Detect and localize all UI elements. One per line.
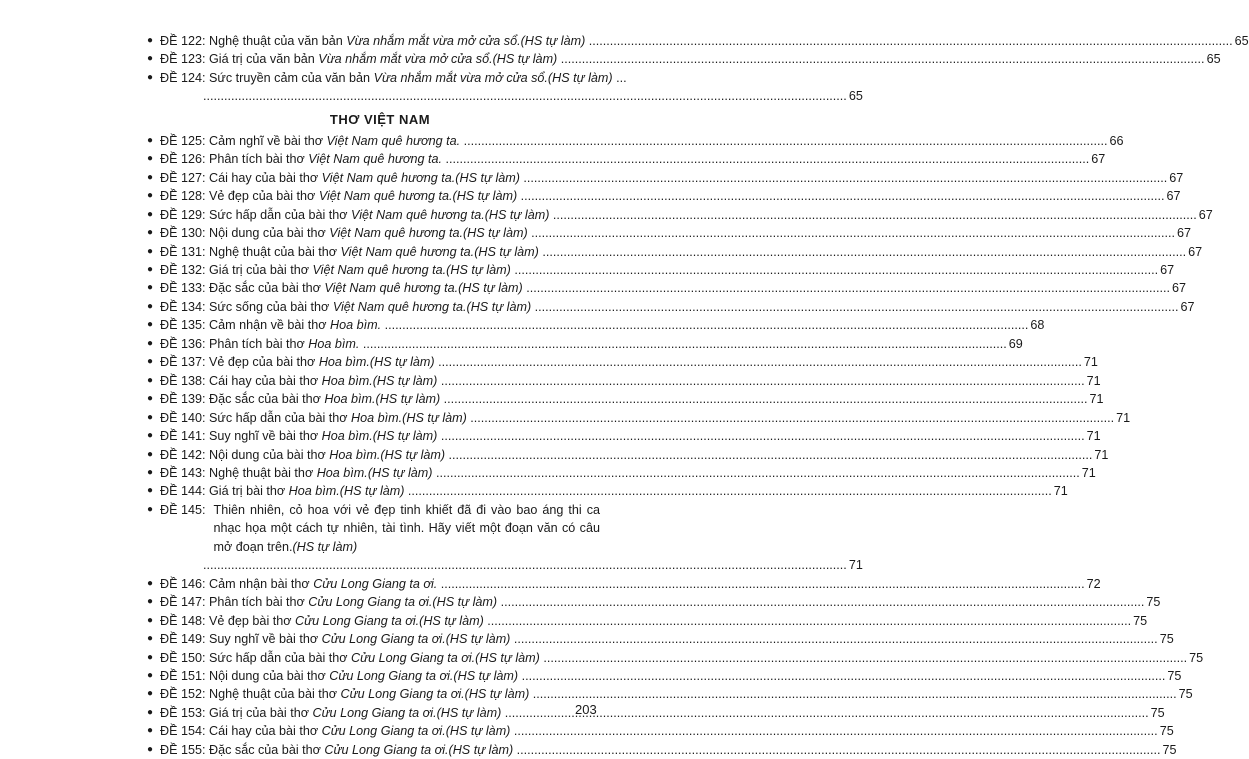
entry-number: ĐỀ 143: (160, 465, 206, 480)
bullet-icon: ● (147, 190, 154, 202)
entry-number: ĐỀ 137: (160, 355, 206, 370)
entry-number: ĐỀ 125: (160, 133, 206, 148)
bullet-icon: ● (147, 245, 154, 257)
toc-entry (145, 353, 1098, 371)
entry-number: ĐỀ 146: (160, 576, 206, 591)
entry-page-number: 71 (1083, 355, 1098, 370)
entry-number: ĐỀ 128: (160, 189, 206, 204)
entry-page-number: 67 (1160, 262, 1175, 277)
toc-entry (145, 667, 1182, 685)
entry-number: ĐỀ 149: (160, 632, 206, 647)
entry-page-number: 75 (1159, 724, 1174, 739)
entry-number: ĐỀ 151: (160, 668, 206, 683)
toc-entry (145, 649, 1204, 667)
entry-number: ĐỀ 131: (160, 244, 206, 259)
toc-entry (145, 132, 1124, 150)
toc-entry (145, 372, 1101, 390)
toc-entry (145, 427, 1101, 445)
toc-top-list (145, 32, 1249, 69)
entry-title: Phân tích bài thơ Cửu Long Giang ta ơi.(HS tự làm) ..... (206, 593, 1145, 611)
entry-page-number: 75 (1150, 705, 1165, 720)
toc-bottom-list (145, 575, 1204, 759)
entry-title: Cái hay của bài thơ Cửu Long Giang ta ơi.(HS tự làm) ..... (206, 722, 1158, 740)
entry-number: ĐỀ 152: (160, 687, 206, 702)
entry-title: Đặc sắc của bài thơ Việt Nam quê hương ta.(HS tự làm) ..... (206, 279, 1171, 297)
entry-page-number: 67 (1176, 226, 1191, 241)
bullet-icon: ● (147, 153, 154, 165)
entry-title: Phân tích bài thơ Việt Nam quê hương ta. ..... (206, 150, 1090, 168)
toc-entry (145, 150, 1106, 168)
entry-number: ĐỀ 139: (160, 392, 206, 407)
toc-entry (145, 169, 1184, 187)
bullet-icon: ● (147, 356, 154, 368)
bullet-icon: ● (147, 503, 154, 515)
entry-page-number: 75 (1146, 595, 1161, 610)
entry-title: Giá trị bài thơ Hoa bìm.(HS tự làm) ..... (206, 482, 1052, 500)
table-of-contents (145, 32, 1249, 759)
entry-title: Phân tích bài thơ Hoa bìm. ..... (206, 335, 1007, 353)
entry-title: Sức hấp dẫn của bài thơ Việt Nam quê hương ta.(HS tự làm) ..... (206, 206, 1197, 224)
entry-page-number: 71 (1089, 392, 1104, 407)
entry-number: ĐỀ 142: (160, 447, 206, 462)
entry-title: Đặc sắc của bài thơ Hoa bìm.(HS tự làm) ..... (206, 390, 1088, 408)
entry-title: Nghệ thuật của bài thơ Cửu Long Giang ta ơi.(HS tự làm) ..... (206, 685, 1177, 703)
bullet-icon: ● (147, 393, 154, 405)
toc-entry (145, 243, 1203, 261)
entry-number: ĐỀ 145: (160, 502, 206, 517)
entry-page-number: 65 (1234, 34, 1249, 48)
toc-entry (145, 50, 1221, 68)
entry-number: ĐỀ 130: (160, 226, 206, 241)
entry-number: ĐỀ 124: (160, 70, 206, 85)
entry-title: Cảm nghĩ về bài thơ Việt Nam quê hương ta. ..... (206, 132, 1108, 150)
entry-page-number: 75 (1167, 668, 1182, 683)
toc-main-list (145, 132, 1213, 501)
entry-title: Vẻ đẹp bài thơ Cửu Long Giang ta ơi.(HS tự làm) ..... (206, 612, 1132, 630)
entry-title: Giá trị của bài thơ Việt Nam quê hương ta.(HS tự làm) ..... (206, 261, 1159, 279)
entry-title: Nội dung của bài thơ Hoa bìm.(HS tự làm) ..... (206, 446, 1093, 464)
entry-page-number: 67 (1172, 281, 1187, 296)
entry-number: ĐỀ 148: (160, 613, 206, 628)
toc-entry (145, 575, 1101, 593)
entry-page-number: 67 (1166, 189, 1181, 204)
bullet-icon: ● (147, 337, 154, 349)
entry-page-number: 71 (1086, 373, 1101, 388)
entry-page-number: 75 (1133, 613, 1148, 628)
bullet-icon: ● (147, 448, 154, 460)
section-title: THƠ VIỆT NAM (329, 111, 431, 127)
entry-page-number: 71 (1116, 410, 1131, 425)
bullet-icon: ● (147, 411, 154, 423)
entry-page-number: 71 (1053, 484, 1068, 499)
entry-line-2: nhạc họa một cách tự nhiên, tài tình. Hãy viết một đoạn văn có câu (213, 521, 600, 536)
entry-number: ĐỀ 136: (160, 336, 206, 351)
bullet-icon: ● (147, 374, 154, 386)
entry-page-number: 67 (1169, 170, 1184, 185)
bullet-icon: ● (147, 53, 154, 65)
entry-page-number: 67 (1180, 299, 1195, 314)
entry-number: ĐỀ 138: (160, 373, 206, 388)
bullet-icon: ● (147, 614, 154, 626)
bullet-icon: ● (147, 725, 154, 737)
toc-entry-145-continuation (145, 556, 863, 574)
entry-number: ĐỀ 123: (160, 52, 206, 67)
entry-title: Cảm nhận bài thơ Cửu Long Giang ta ơi. ..... (206, 575, 1085, 593)
entry-title: Nghệ thuật bài thơ Hoa bìm.(HS tự làm) ..... (206, 464, 1080, 482)
entry-number: ĐỀ 150: (160, 650, 206, 665)
toc-entry (145, 316, 1045, 334)
entry-number: ĐỀ 132: (160, 262, 206, 277)
entry-line-1: Thiên nhiên, cỏ hoa với vẻ đẹp tinh khiết đã đi vào bao áng thi ca (213, 502, 600, 517)
entry-title: Nghệ thuật của văn bản Vừa nhắm mắt vừa mở cửa sổ.(HS tự làm) ..... (206, 32, 1233, 50)
bullet-icon: ● (147, 633, 154, 645)
toc-entry (145, 187, 1181, 205)
page-number: 203 (575, 702, 597, 717)
entry-title: Vẻ đẹp của bài thơ Việt Nam quê hương ta.(HS tự làm) ..... (206, 187, 1165, 205)
entry-title: Giá trị của văn bản Vừa nhắm mắt vừa mở cửa sổ.(HS tự làm) ..... (206, 50, 1205, 68)
entry-title: Suy nghĩ về bài thơ Hoa bìm.(HS tự làm) ..... (206, 427, 1085, 445)
toc-entry (145, 298, 1195, 316)
bullet-icon: ● (147, 706, 154, 718)
toc-entry (145, 446, 1109, 464)
bullet-icon: ● (147, 430, 154, 442)
entry-number: ĐỀ 134: (160, 299, 206, 314)
bullet-icon: ● (147, 577, 154, 589)
entry-number: ĐỀ 133: (160, 281, 206, 296)
entry-number: ĐỀ 129: (160, 207, 206, 222)
entry-page-number: 71 (1081, 465, 1096, 480)
entry-page-number: 71 (848, 558, 863, 573)
entry-number: ĐỀ 140: (160, 410, 206, 425)
entry-number: ĐỀ 144: (160, 484, 206, 499)
dot-leader (203, 87, 847, 105)
bullet-icon: ● (147, 71, 154, 83)
toc-entry (145, 464, 1096, 482)
entry-title: Cảm nhận về bài thơ Hoa bìm. ..... (206, 316, 1029, 334)
entry-body (206, 501, 600, 556)
toc-entry-145 (145, 501, 600, 556)
entry-number: ĐỀ 141: (160, 429, 206, 444)
entry-title: Sức hấp dẫn của bài thơ Hoa bìm.(HS tự làm) ..... (206, 409, 1115, 427)
bullet-icon: ● (147, 651, 154, 663)
toc-entry (145, 741, 1177, 759)
entry-title: Nghệ thuật của bài thơ Việt Nam quê hương ta.(HS tự làm) ..... (206, 243, 1187, 261)
entry-title: Đặc sắc của bài thơ Cửu Long Giang ta ơi.(HS tự làm) ..... (206, 741, 1161, 759)
entry-title: Suy nghĩ về bài thơ Cửu Long Giang ta ơi.(HS tự làm) ..... (206, 630, 1158, 648)
entry-page-number: 67 (1188, 244, 1203, 259)
bullet-icon: ● (147, 35, 154, 46)
bullet-icon: ● (147, 743, 154, 755)
toc-entry (145, 704, 1165, 722)
bullet-icon: ● (147, 596, 154, 608)
entry-page-number: 71 (1086, 429, 1101, 444)
toc-entry (145, 261, 1175, 279)
entry-title: Sức truyền cảm của văn bản Vừa nhắm mắt vừa mở cửa sổ.(HS tự làm) ... (209, 70, 627, 85)
entry-page-number: 71 (1094, 447, 1109, 462)
toc-entry (145, 409, 1131, 427)
entry-page-number: 69 (1008, 336, 1023, 351)
entry-page-number: 65 (848, 89, 863, 104)
entry-page-number: 67 (1198, 207, 1213, 222)
bullet-icon: ● (147, 669, 154, 681)
entry-title: Cái hay của bài thơ Việt Nam quê hương ta.(HS tự làm) ..... (206, 169, 1168, 187)
entry-title: Sức sống của bài thơ Việt Nam quê hương ta.(HS tự làm) ..... (206, 298, 1179, 316)
bullet-icon: ● (147, 134, 154, 146)
entry-page-number: 72 (1086, 576, 1101, 591)
toc-entry (145, 224, 1191, 242)
entry-title: Vẻ đẹp của bài thơ Hoa bìm.(HS tự làm) ..... (206, 353, 1082, 371)
bullet-icon: ● (147, 300, 154, 312)
bullet-icon: ● (147, 171, 154, 183)
toc-entry (145, 32, 1249, 50)
entry-title: Giá trị của bài thơ Cửu Long Giang ta ơi.(HS tự làm) ..... (206, 704, 1149, 722)
entry-page-number: 75 (1159, 632, 1174, 647)
entry-page-number: 65 (1206, 52, 1221, 67)
entry-title: Cái hay của bài thơ Hoa bìm.(HS tự làm) ..... (206, 372, 1085, 390)
bullet-icon: ● (147, 688, 154, 700)
toc-entry (145, 722, 1174, 740)
toc-entry (145, 685, 1193, 703)
entry-page-number: 68 (1030, 318, 1045, 333)
entry-page-number: 66 (1109, 133, 1124, 148)
entry-number: ĐỀ 122: (160, 34, 206, 48)
toc-entry (145, 482, 1068, 500)
toc-entry (145, 390, 1104, 408)
entry-title: Nội dung của bài thơ Việt Nam quê hương ta.(HS tự làm) ..... (206, 224, 1175, 242)
toc-entry-124-continuation (145, 87, 863, 105)
toc-entry (145, 206, 1213, 224)
entry-line-3: mở đoạn trên. (HS tự làm) (213, 539, 358, 554)
bullet-icon: ● (147, 319, 154, 331)
entry-number: ĐỀ 135: (160, 318, 206, 333)
toc-entry-124 (145, 69, 627, 87)
bullet-icon: ● (147, 208, 154, 220)
toc-entry (145, 335, 1023, 353)
entry-page-number: 75 (1178, 687, 1193, 702)
entry-number: ĐỀ 153: (160, 705, 206, 720)
bullet-icon: ● (147, 263, 154, 275)
toc-entry (145, 630, 1174, 648)
entry-page-number: 67 (1091, 152, 1106, 167)
toc-entry (145, 593, 1161, 611)
dot-leader (203, 556, 847, 574)
toc-entry (145, 279, 1187, 297)
entry-page-number: 75 (1189, 650, 1204, 665)
entry-number: ĐỀ 147: (160, 595, 206, 610)
entry-number: ĐỀ 126: (160, 152, 206, 167)
bullet-icon: ● (147, 466, 154, 478)
bullet-icon: ● (147, 282, 154, 294)
toc-entry (145, 612, 1148, 630)
entry-title: Sức hấp dẫn của bài thơ Cửu Long Giang ta ơi.(HS tự làm) ..... (206, 649, 1188, 667)
bullet-icon: ● (147, 485, 154, 497)
entry-page-number: 75 (1162, 742, 1177, 757)
entry-number: ĐỀ 154: (160, 724, 206, 739)
bullet-icon: ● (147, 227, 154, 239)
entry-title: Nội dung của bài thơ Cửu Long Giang ta ơi.(HS tự làm) ..... (206, 667, 1166, 685)
entry-number: ĐỀ 127: (160, 170, 206, 185)
entry-number: ĐỀ 155: (160, 742, 206, 757)
